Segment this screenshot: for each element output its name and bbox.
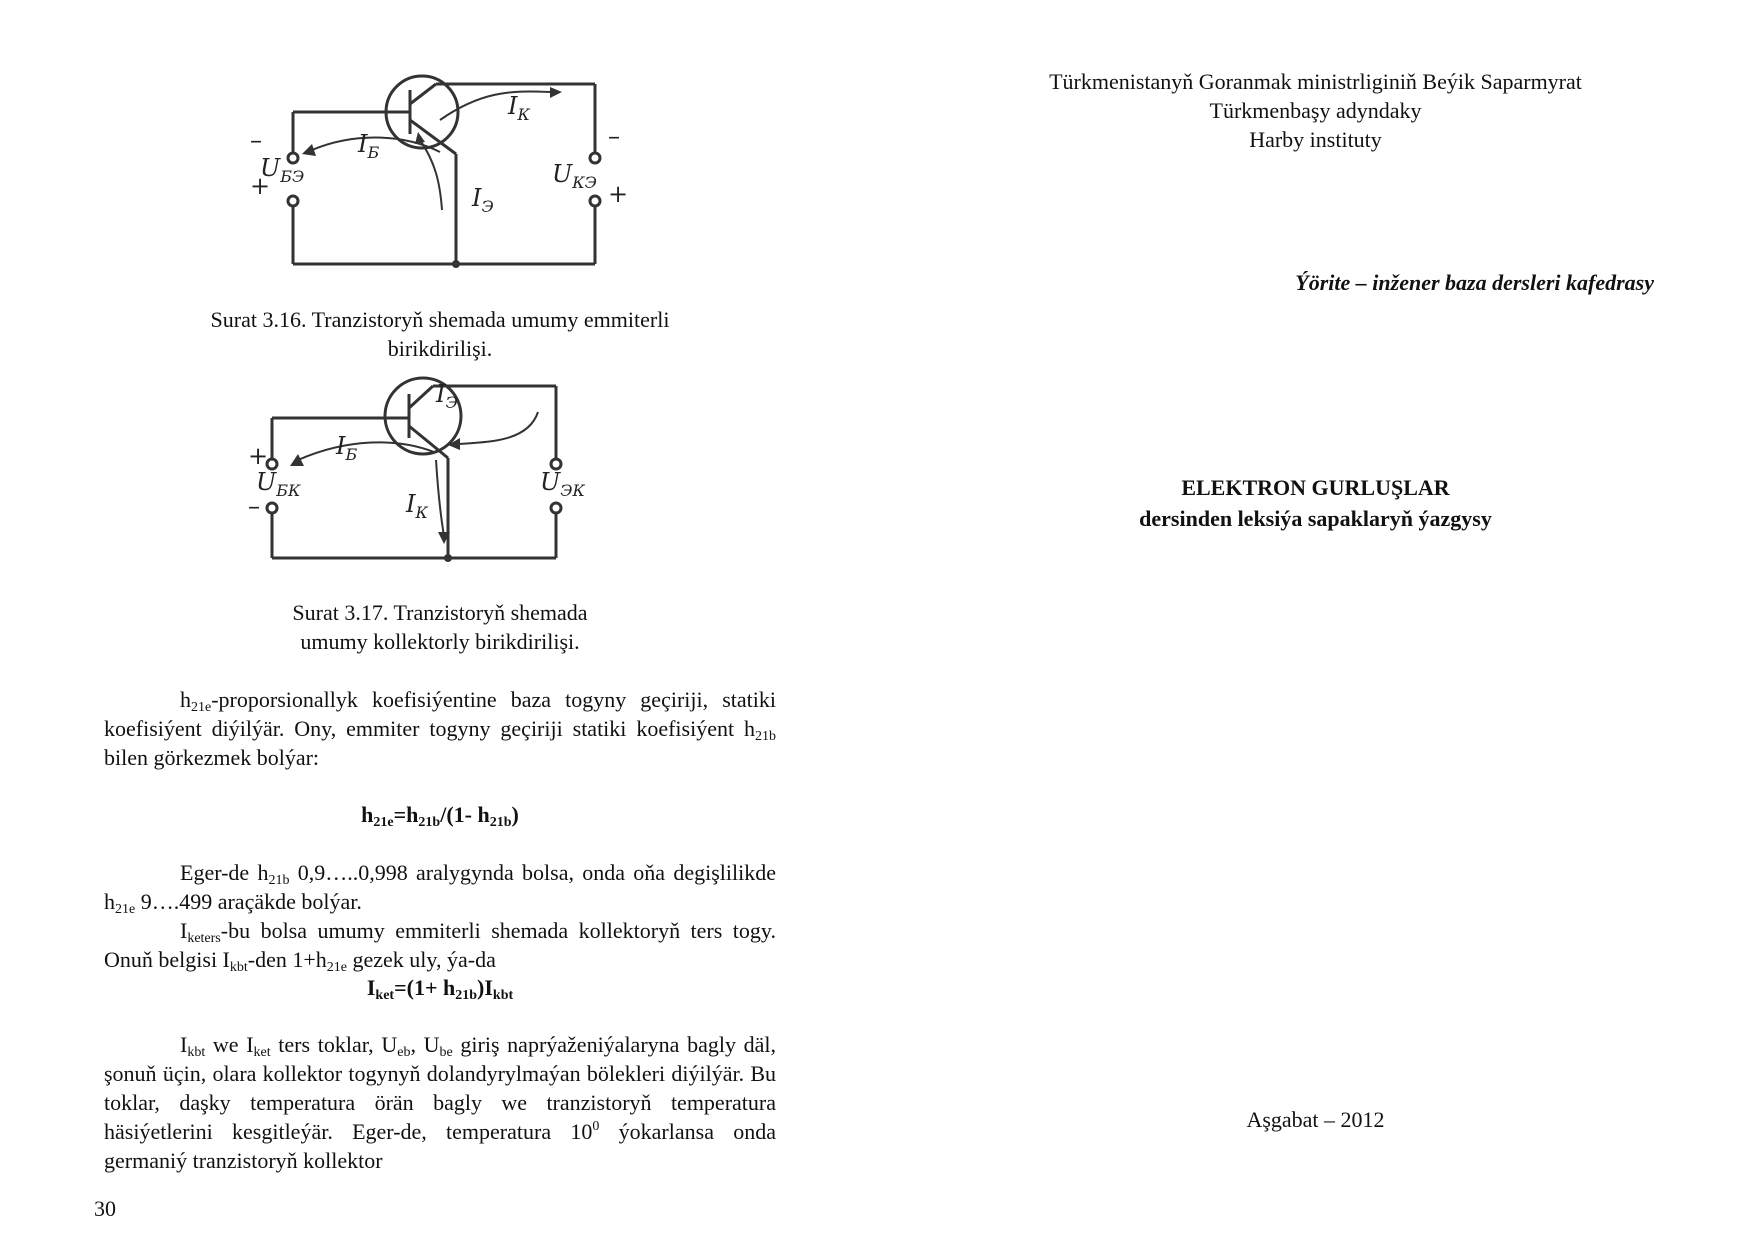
fig1-ik-label: I [508,92,518,120]
fig1-ube-label: U [260,154,281,182]
figure-common-collector [248,372,628,568]
svg-text:UКЭ: $U_{КЭ}$ [552,160,597,192]
fig1-minus-left: – [250,126,262,154]
paragraph-h21e-definition: $h_{21e}$-proporsionallyk koefisiýentine baza togyny geçiriji, statiki koefisiýent diýilýär. Ony, emmiter togyny geçiriji statiki koefisiýent $h_{21b}$ bilen görkezmek bolýar: [104,687,776,770]
svg-text:IК: $I_К$ [508,92,530,124]
svg-text:UБЭ: $U_{БЭ}$ [260,154,305,186]
formula-h21e: $h_{21e}=h_{21b}/(1-$ $h_{21b}$) [361,802,519,830]
fig1-uke-label: U [552,160,573,188]
svg-text:IБ: $I_Б$ [358,130,380,162]
svg-text:IЭ: $I_Э$ [472,184,494,216]
fig2-ib-label: I [336,432,346,460]
figure-common-emitter [250,62,640,280]
institution-heading: Türkmenistanyň Goranmak ministrliginiň Beýik Saparmyrat Türkmenbaşy adyndaky Harby instituty [1049,69,1582,152]
fig2-ubk-label: U [256,468,277,496]
department-name: Ýörite – inžener baza dersleri kafedrasy [1295,270,1654,295]
svg-text:IК: $I_К$ [406,490,428,522]
page-number: 30 [94,1196,116,1221]
fig2-plus: + [248,442,269,470]
svg-text:IЭ: $I_Э$ [436,380,458,412]
fig1-plus-right: + [608,180,629,208]
fig1-ib-label: I [358,130,368,158]
svg-text:UБК: $U_{БК}$ [256,468,301,500]
document-title [877,472,1754,534]
place-year: Aşgabat – 2012 [1246,1107,1385,1132]
caption-figure-3-16: Surat 3.16. Tranzistoryň shemada umumy emmiterli birikdirilişi. [210,307,670,361]
formula-iket: $I_{ket}=(1+ h_{21b})I_{kbt}$ [366,975,514,1003]
title-main: ELEKTRON GURLUŞLAR [1181,475,1450,500]
paragraph-h21b-range: Eger-de $h_{21b}$ 0,9…..0,998 aralygynda bolsa, onda oňa degişlilikde $h_{21e}$ 9….499 araçäkde bolýar. $I_{keters}-bu$ bolsa umumy emmiterli shemada kollektoryň ters togy. Onuň belgisi $I_{kbt}$-den $1+h_{21e}$ gezek uly, ýa-da [104,860,776,975]
fig1-ie-label: I [472,184,482,212]
fig2-uek-label: U [540,468,561,496]
fig2-minus: – [248,492,260,520]
fig1-minus-right: – [608,122,620,150]
fig2-ie-label: I [436,380,446,408]
fig2-ik-label: I [406,490,416,518]
fig1-plus-left: + [250,172,271,200]
caption-figure-3-17: Surat 3.17. Tranzistoryň shemada umumy kollektorly birikdirilişi. [292,600,588,654]
svg-text:UЭК: $U_{ЭК}$ [540,468,585,500]
right-page [877,0,1754,1240]
title-sub: dersinden leksiýa sapaklaryň ýazgysy [1139,506,1492,531]
paragraph-reverse-currents: $I_{kbt}$ we $I_{ket}$ ters toklar, $U_{eb}$, $U_{be}$ giriş naprýaženiýalaryna bagly däl, şonuň üçin, olara kollektor togynyň dolandyrylmaýan bölekleri diýilýär. Bu toklar, daşky temperatura örän bagly we tranzistoryň temperatura häsiýetlerini kesgitleýär. Eger-de, temperatura $10^0$ ýokarlansa onda germaniý tranzistoryň kollektor [104,1032,777,1173]
svg-text:IБ: $I_Б$ [336,432,358,464]
